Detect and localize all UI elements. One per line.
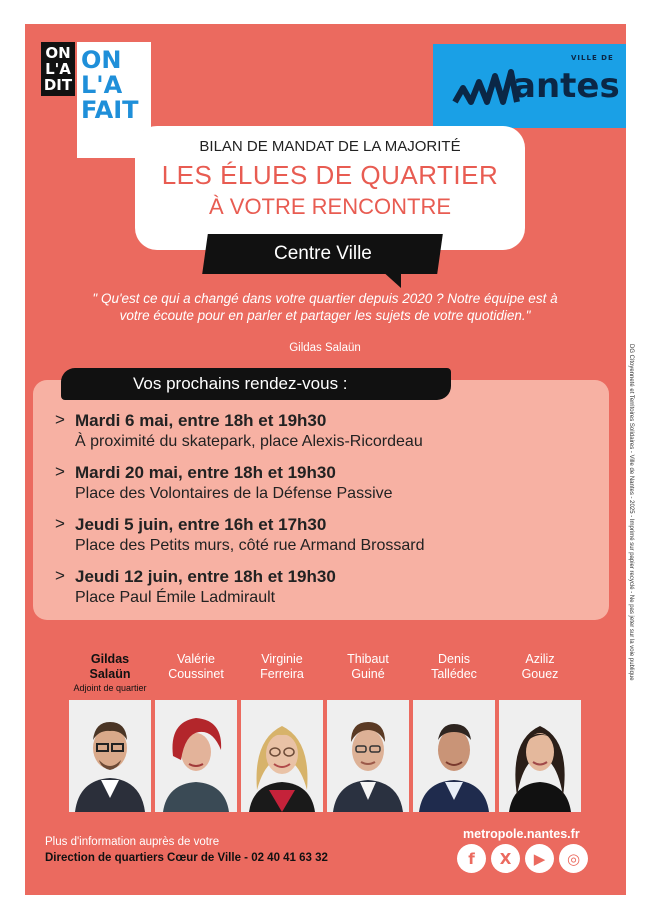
- elu-firstname: Aziliz: [525, 652, 555, 666]
- rdv-date: Jeudi 12 juin, entre 18h et 19h30: [75, 567, 336, 586]
- rdv-place: Place des Volontaires de la Défense Passive: [75, 485, 393, 502]
- rdv-place: Place Paul Émile Ladmirault: [75, 589, 276, 606]
- elu-firstname: Gildas: [90, 652, 130, 666]
- elu-lastname: Guiné: [351, 667, 385, 681]
- headline-bubble: [135, 126, 525, 250]
- elu-photo: [413, 700, 495, 812]
- rdv-date: Mardi 20 mai, entre 18h et 19h30: [75, 463, 336, 482]
- elu-photo: [499, 700, 581, 812]
- rdv-date: Mardi 6 mai, entre 18h et 19h30: [75, 411, 327, 430]
- elu-firstname: Thibaut: [347, 652, 389, 666]
- elu-card: [69, 652, 151, 693]
- elu-card: [413, 652, 495, 682]
- elu-role: Adjoint de quartier: [73, 683, 147, 693]
- onafait-line-2: L'A: [81, 71, 123, 99]
- elu-lastname: Ferreira: [260, 667, 304, 681]
- elu-photo: [69, 700, 151, 812]
- elu-card: [241, 652, 323, 682]
- instagram-icon[interactable]: ◎: [559, 844, 588, 873]
- rdv-list: [55, 410, 615, 618]
- x-icon[interactable]: X: [491, 844, 520, 873]
- on-la-dit-logo: [41, 42, 75, 96]
- footer-contact-line: Direction de quartiers Cœur de Ville - 02 40 41 63 32: [45, 852, 328, 864]
- rdv-title: Vos prochains rendez-vous :: [61, 368, 451, 400]
- rdv-place: À proximité du skatepark, place Alexis-Ricordeau: [75, 433, 423, 450]
- elu-lastname: Tallédec: [431, 667, 477, 681]
- rdv-item: [55, 410, 615, 452]
- rdv-item: [55, 566, 615, 608]
- print-mention: DG Citoyenneté et Territoires Solidaires - Ville de Nantes - 2025 - Imprimé sur papier recyclé - Ne pas jeter sur la voie publique: [628, 344, 634, 681]
- nantes-wave-icon: [453, 72, 517, 106]
- arrow-icon: >: [55, 566, 65, 585]
- elu-lastname: Salaün: [89, 667, 131, 681]
- rdv-item: [55, 462, 615, 504]
- quote-text: " Qu'est ce qui a changé dans votre quartier depuis 2020 ? Notre équipe est à votre écoute pour en parler et partager les sujets de votre quotidien.": [92, 291, 558, 323]
- youtube-icon[interactable]: ▶: [525, 844, 554, 873]
- ville-de-label: VILLE DE: [571, 54, 614, 62]
- arrow-icon: >: [55, 514, 65, 533]
- ondit-line-2: L'A: [45, 60, 71, 78]
- elu-card: [327, 652, 409, 682]
- arrow-icon: >: [55, 410, 65, 429]
- elu-card: [499, 652, 581, 682]
- elu-firstname: Denis: [438, 652, 470, 666]
- rdv-date: Jeudi 5 juin, entre 16h et 17h30: [75, 515, 327, 534]
- onafait-line-1: ON: [81, 46, 122, 74]
- ondit-line-1: ON: [45, 44, 71, 62]
- footer-info-line: Plus d'information auprès de votre: [45, 836, 220, 848]
- rdv-item: [55, 514, 615, 556]
- quote-author: Gildas Salaün: [289, 342, 361, 354]
- elu-photo: [155, 700, 237, 812]
- social-links: [457, 844, 588, 873]
- quartier-label: Centre Ville: [273, 243, 372, 264]
- quartier-badge-tail: [381, 270, 401, 288]
- elu-firstname: Virginie: [261, 652, 303, 666]
- headline-title: LES ÉLUES DE QUARTIER: [161, 160, 499, 190]
- elu-photo: [327, 700, 409, 812]
- facebook-icon[interactable]: f: [457, 844, 486, 873]
- onafait-line-3: FAIT: [81, 96, 139, 124]
- quartier-badge: [202, 234, 443, 274]
- elu-lastname: Gouez: [521, 667, 559, 681]
- nantes-wordmark: antes: [513, 66, 620, 106]
- website-link[interactable]: metropole.nantes.fr: [463, 827, 580, 841]
- headline-title-2: À VOTRE RENCONTRE: [208, 194, 452, 219]
- elu-lastname: Coussinet: [168, 667, 224, 681]
- poster: [25, 24, 634, 895]
- elu-photo: [241, 700, 323, 812]
- elu-firstname: Valérie: [177, 652, 215, 666]
- ondit-line-3: DIT: [43, 76, 73, 94]
- arrow-icon: >: [55, 462, 65, 481]
- elu-card: [155, 652, 237, 682]
- rdv-place: Place des Petits murs, côté rue Armand Brossard: [75, 537, 425, 554]
- headline-subtitle: BILAN DE MANDAT DE LA MAJORITÉ: [199, 138, 461, 155]
- ville-de-nantes-logo: [433, 44, 626, 128]
